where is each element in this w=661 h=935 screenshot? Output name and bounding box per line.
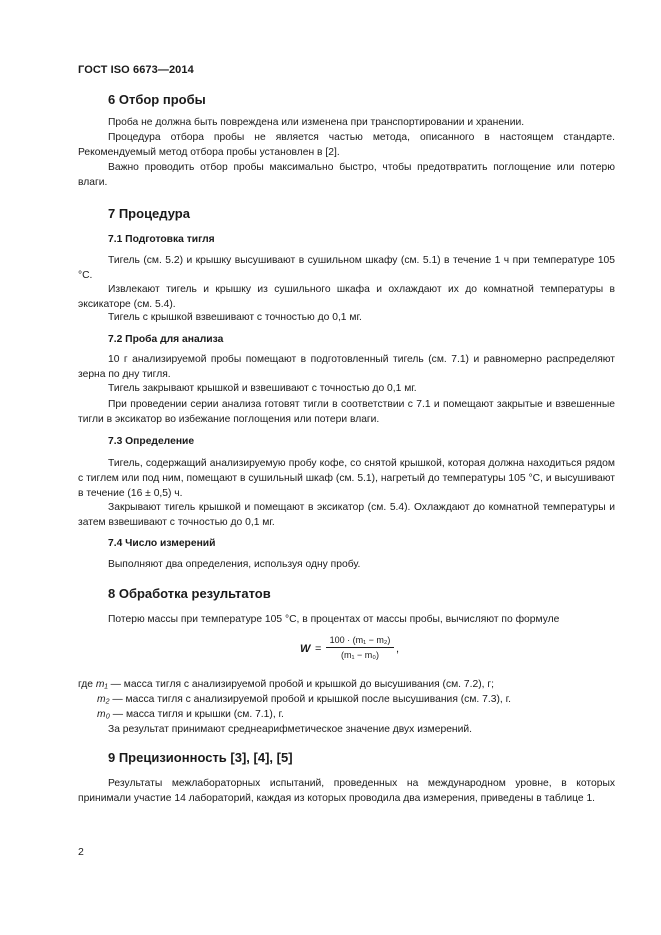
s74-heading: 7.4 Число измерений xyxy=(108,538,216,549)
s73-paragraph-2: Закрывают тигель крышкой и помещают в эксикатор (см. 5.4). Охлаждают до комнатной температуры и затем взвешивают с точностью до 0,1 мг. xyxy=(78,502,615,528)
section-7-heading: 7 Процедура xyxy=(108,206,190,221)
mass-loss-formula xyxy=(300,633,420,667)
variable-m2-line xyxy=(97,692,511,707)
s74-paragraph-1: Выполняют два определения, используя одну пробу. xyxy=(108,559,361,570)
s71-paragraph-3: Тигель с крышкой взвешивают с точностью до 0,1 мг. xyxy=(108,312,362,323)
s73-heading: 7.3 Определение xyxy=(108,436,195,447)
variable-symbol: m₁ xyxy=(95,679,108,690)
variable-symbol: m₀ xyxy=(97,709,110,720)
s8-paragraph-1: Потерю массы при температуре 105 °С, в процентах от массы пробы, вычисляют по формуле xyxy=(108,614,560,625)
s73-paragraph-1: Тигель, содержащий анализируемую пробу кофе, со снятой крышкой, которая должна находиться рядом с тиглем или под ним, помещают в сушильный шкаф (см. 5.1), нагретый до температуры 105 °С, и высушивают в течение (16 ± 0,5) ч. xyxy=(78,458,615,499)
s71-paragraph-2: Извлекают тигель и крышку из сушильного шкафа и охлаждают их до комнатной температуры в эксикаторе (см. 5.4). xyxy=(78,284,615,310)
s72-paragraph-2: Тигель закрывают крышкой и взвешивают с точностью до 0,1 мг. xyxy=(108,383,417,394)
fraction-bar xyxy=(326,647,394,648)
s6-paragraph-2: Процедура отбора пробы не является частью метода, описанного в настоящем стандарте. Рекомендуемый метод отбора пробы установлен в [2]. xyxy=(78,132,615,158)
section-9-heading: 9 Прецизионность [3], [4], [5] xyxy=(108,750,293,765)
formula-denominator: (m₁ − m₀) xyxy=(340,650,380,660)
variable-symbol: m₂ xyxy=(97,694,110,705)
s71-paragraph-1: Тигель (см. 5.2) и крышку высушивают в сушильном шкафу (см. 5.1) в течение 1 ч при температуре 105 °С. xyxy=(78,255,615,281)
formula-comma: , xyxy=(396,643,400,655)
s72-paragraph-3: При проведении серии анализа готовят тигли в соответствии с 7.1 и помещают закрытые и взвешенные тигли в эксикатор во избежание поглощения или потери влаги. xyxy=(78,399,615,425)
s72-paragraph-1: 10 г анализируемой пробы помещают в подготовленный тигель (см. 7.1) и равномерно распределяют зерна по дну тигля. xyxy=(78,354,615,380)
s72-heading: 7.2 Проба для анализа xyxy=(108,334,224,345)
formula-equals: = xyxy=(315,643,322,655)
variable-description: — масса тигля и крышки (см. 7.1), г. xyxy=(109,709,284,720)
variable-description: — масса тигля с анализируемой пробой и крышкой до высушивания (см. 7.2), г; xyxy=(107,679,494,690)
variable-description: — масса тигля с анализируемой пробой и крышкой после высушивания (см. 7.3), г. xyxy=(109,694,511,705)
formula-lhs: W xyxy=(300,643,311,655)
variable-m0-line xyxy=(97,707,284,722)
s8-paragraph-2: За результат принимают среднеарифметическое значение двух измерений. xyxy=(108,724,472,735)
formula-numerator: 100 · (m₁ − m₂) xyxy=(329,635,391,645)
section-8-heading: 8 Обработка результатов xyxy=(108,586,271,601)
standard-header: ГОСТ ISO 6673—2014 xyxy=(78,64,194,76)
s6-paragraph-3: Важно проводить отбор пробы максимально быстро, чтобы предотвратить поглощение или потерю влаги. xyxy=(78,162,615,188)
s9-paragraph-1: Результаты межлабораторных испытаний, проведенных на международном уровне, в которых принимали участие 14 лабораторий, каждая из которых проводила два измерения, приведены в таблице 1. xyxy=(78,778,615,804)
variable-m1-line xyxy=(78,677,494,692)
s6-paragraph-1: Проба не должна быть повреждена или изменена при транспортировании и хранении. xyxy=(108,117,525,128)
page-number: 2 xyxy=(78,846,84,858)
where-prefix: где xyxy=(78,679,94,690)
s71-heading: 7.1 Подготовка тигля xyxy=(108,234,215,245)
section-6-heading: 6 Отбор пробы xyxy=(108,92,206,107)
